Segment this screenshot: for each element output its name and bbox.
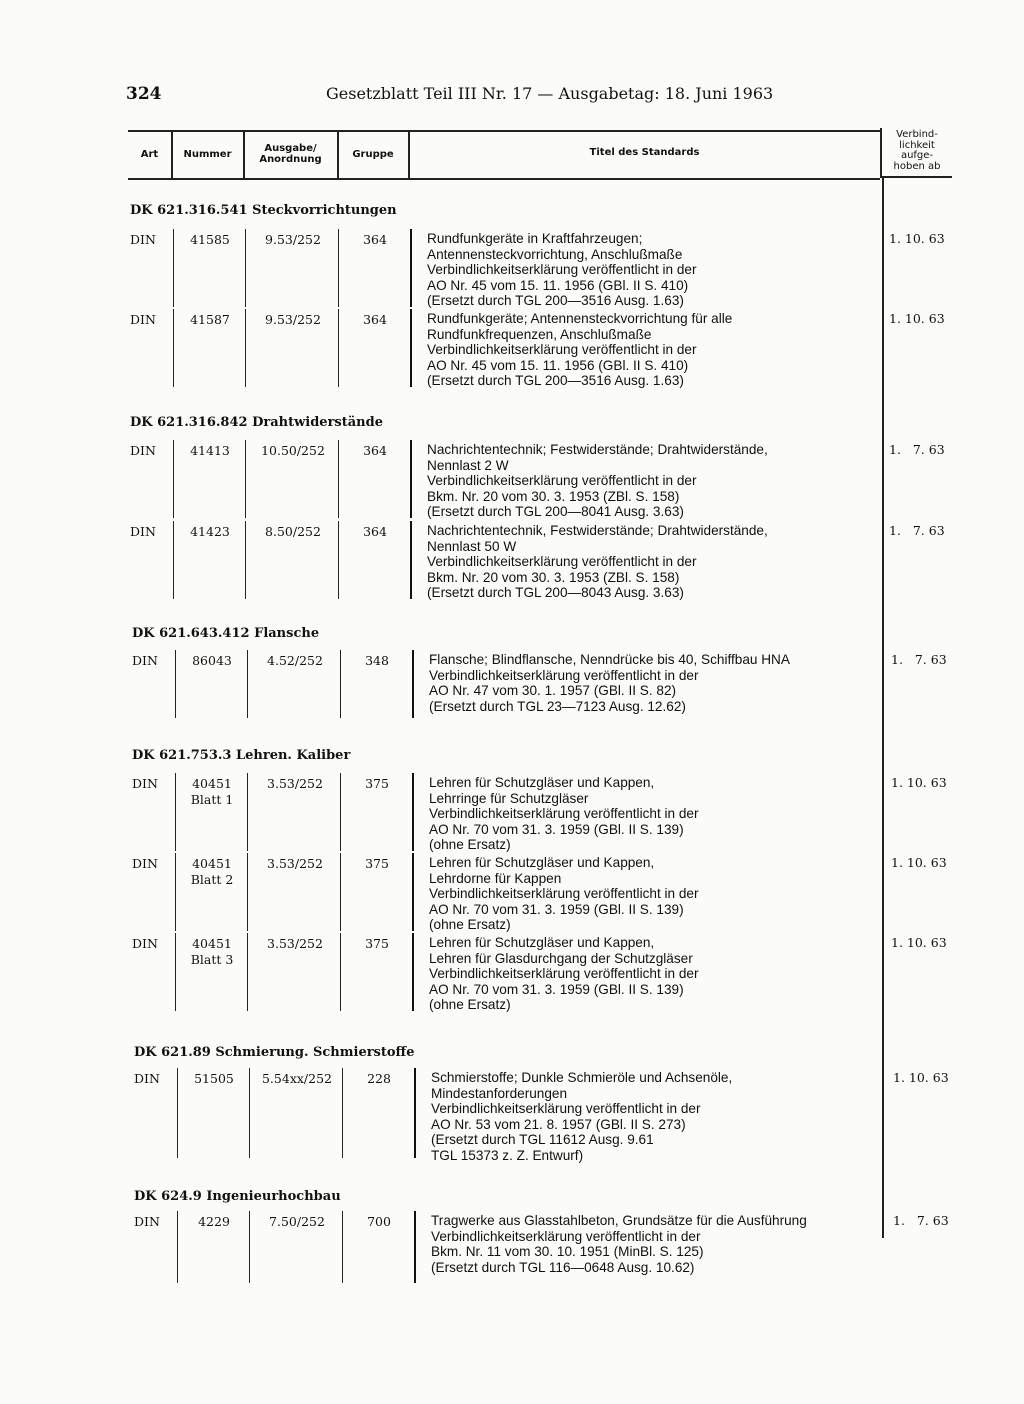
title-column-rule <box>410 229 412 307</box>
section-heading: DK 621.753.3 Lehren. Kaliber <box>132 748 351 763</box>
column-header-nummer: Nummer <box>183 149 232 160</box>
cell-titel: Nachrichtentechnik, Festwiderstände; Drahtwiderstände, Nennlast 50 W Verbindlichkeitserklärung veröffentlicht in der Bkm. Nr. 20 vom 30. 3. 1953 (ZBl. S. 158) (Ersetzt durch TGL 200—8043 Ausg. 3.63) <box>427 523 768 601</box>
cell-ausgabe: 8.50/252 <box>265 524 321 539</box>
cell-datum: 1. 10. 63 <box>891 935 947 950</box>
cell-gruppe: 364 <box>363 524 387 539</box>
cell-art: DIN <box>132 856 158 871</box>
title-column-rule <box>414 1211 416 1283</box>
cell-art: DIN <box>130 312 156 327</box>
cell-datum: 1. 10. 63 <box>891 775 947 790</box>
cell-ausgabe: 5.54xx/252 <box>261 1071 332 1086</box>
cell-ausgabe: 4.52/252 <box>267 653 323 668</box>
title-column-rule <box>410 440 412 518</box>
section-heading: DK 621.316.842 Drahtwiderstände <box>130 415 383 430</box>
section-heading: DK 621.316.541 Steckvorrichtungen <box>130 203 397 218</box>
cell-titel: Lehren für Schutzgläser und Kappen, Lehrringe für Schutzgläser Verbindlichkeitserklärung veröffentlicht in der AO Nr. 70 vom 31. 3. 1959 (GBl. II S. 139) (ohne Ersatz) <box>429 775 699 853</box>
section-heading: DK 621.643.412 Flansche <box>132 626 320 641</box>
cell-gruppe: 364 <box>363 232 387 247</box>
title-column-rule <box>412 853 414 931</box>
cell-ausgabe: 3.53/252 <box>267 856 323 871</box>
section-heading: DK 624.9 Ingenieurhochbau <box>134 1189 341 1204</box>
cell-art: DIN <box>130 524 156 539</box>
cell-art: DIN <box>132 653 158 668</box>
cell-gruppe: 228 <box>367 1071 391 1086</box>
cell-titel: Rundfunkgeräte; Antennensteckvorrichtung für alle Rundfunkfrequenzen, Anschlußmaße Verbindlichkeitserklärung veröffentlicht in der AO Nr. 45 vom 15. 11. 1956 (GBl. II S. 410) (Ersetzt durch TGL 200—3516 Ausg. 1.63) <box>427 311 733 389</box>
cell-ausgabe: 3.53/252 <box>267 936 323 951</box>
page-number: 324 <box>126 84 162 104</box>
cell-gruppe: 364 <box>363 312 387 327</box>
cell-datum: 1. 7. 63 <box>891 652 947 667</box>
cell-datum: 1. 10. 63 <box>891 855 947 870</box>
cell-gruppe: 375 <box>365 776 389 791</box>
title-column-rule <box>412 933 414 1011</box>
cell-art: DIN <box>132 936 158 951</box>
table-header <box>0 0 1024 190</box>
cell-titel: Schmierstoffe; Dunkle Schmieröle und Achsenöle, Mindestanforderungen Verbindlichkeitserklärung veröffentlicht in der AO Nr. 53 vom 21. 8. 1957 (GBl. II S. 273) (Ersetzt durch TGL 11612 Ausg. 9.61 TGL 15373 z. Z. Entwurf) <box>431 1070 733 1163</box>
cell-nummer: 41423 <box>190 524 230 539</box>
cell-datum: 1. 10. 63 <box>893 1070 949 1085</box>
cell-gruppe: 700 <box>367 1214 391 1229</box>
section-heading: DK 621.89 Schmierung. Schmierstoffe <box>134 1045 415 1060</box>
column-header-verbindlich: Verbind- lichkeit aufge- hoben ab <box>893 129 941 172</box>
cell-ausgabe: 9.53/252 <box>265 232 321 247</box>
cell-nummer: 51505 <box>194 1071 234 1086</box>
cell-nummer: 40451 Blatt 1 <box>190 776 234 807</box>
cell-ausgabe: 3.53/252 <box>267 776 323 791</box>
cell-titel: Tragwerke aus Glasstahlbeton, Grundsätze für die Ausführung Verbindlichkeitserklärung veröffentlicht in der Bkm. Nr. 11 vom 30. 10. 1951 (MinBl. S. 125) (Ersetzt durch TGL 116—0648 Ausg. 10.62) <box>431 1213 807 1275</box>
cell-art: DIN <box>130 232 156 247</box>
cell-nummer: 41587 <box>190 312 230 327</box>
page-title: Gesetzblatt Teil III Nr. 17 — Ausgabetag: 18. Juni 1963 <box>326 84 774 103</box>
cell-nummer: 40451 Blatt 3 <box>190 936 234 967</box>
title-column-rule <box>410 309 412 387</box>
cell-ausgabe: 9.53/252 <box>265 312 321 327</box>
cell-nummer: 4229 <box>198 1214 230 1229</box>
cell-datum: 1. 7. 63 <box>889 442 945 457</box>
column-header-ausgabe: Ausgabe/ Anordnung <box>259 143 322 165</box>
cell-titel: Rundfunkgeräte in Kraftfahrzeugen; Antennensteckvorrichtung, Anschlußmaße Verbindlichkeitserklärung veröffentlicht in der AO Nr. 45 vom 15. 11. 1956 (GBl. II S. 410) (Ersetzt durch TGL 200—3516 Ausg. 1.63) <box>427 231 697 309</box>
cell-nummer: 86043 <box>192 653 232 668</box>
title-column-rule <box>414 1068 416 1158</box>
cell-nummer: 41413 <box>190 443 230 458</box>
cell-titel: Nachrichtentechnik; Festwiderstände; Drahtwiderstände, Nennlast 2 W Verbindlichkeitserklärung veröffentlicht in der Bkm. Nr. 20 vom 30. 3. 1953 (ZBl. S. 158) (Ersetzt durch TGL 200—8041 Ausg. 3.63) <box>427 442 768 520</box>
cell-nummer: 40451 Blatt 2 <box>190 856 234 887</box>
cell-nummer: 41585 <box>190 232 230 247</box>
cell-datum: 1. 10. 63 <box>889 231 945 246</box>
cell-titel: Lehren für Schutzgläser und Kappen, Lehrdorne für Kappen Verbindlichkeitserklärung veröffentlicht in der AO Nr. 70 vom 31. 3. 1959 (GBl. II S. 139) (ohne Ersatz) <box>429 855 699 933</box>
cell-ausgabe: 10.50/252 <box>261 443 325 458</box>
column-header-art: Art <box>140 149 159 160</box>
cell-art: DIN <box>132 776 158 791</box>
cell-gruppe: 375 <box>365 936 389 951</box>
title-column-rule <box>410 521 412 599</box>
column-header-titel: Titel des Standards <box>589 147 700 158</box>
cell-titel: Lehren für Schutzgläser und Kappen, Lehren für Glasdurchgang der Schutzgläser Verbindlichkeitserklärung veröffentlicht in der AO Nr. 70 vom 31. 3. 1959 (GBl. II S. 139) (ohne Ersatz) <box>429 935 699 1013</box>
cell-datum: 1. 7. 63 <box>889 523 945 538</box>
title-column-rule <box>412 650 414 718</box>
column-header-gruppe: Gruppe <box>352 149 394 160</box>
cell-art: DIN <box>134 1214 160 1229</box>
cell-titel: Flansche; Blindflansche, Nenndrücke bis 40, Schiffbau HNA Verbindlichkeitserklärung veröffentlicht in der AO Nr. 47 vom 30. 1. 1957 (GBl. II S. 82) (Ersetzt durch TGL 23—7123 Ausg. 12.62) <box>429 652 790 714</box>
cell-ausgabe: 7.50/252 <box>269 1214 325 1229</box>
cell-gruppe: 348 <box>365 653 389 668</box>
cell-datum: 1. 7. 63 <box>893 1213 949 1228</box>
cell-art: DIN <box>130 443 156 458</box>
cell-gruppe: 375 <box>365 856 389 871</box>
cell-gruppe: 364 <box>363 443 387 458</box>
title-column-rule <box>412 773 414 851</box>
cell-art: DIN <box>134 1071 160 1086</box>
cell-datum: 1. 10. 63 <box>889 311 945 326</box>
